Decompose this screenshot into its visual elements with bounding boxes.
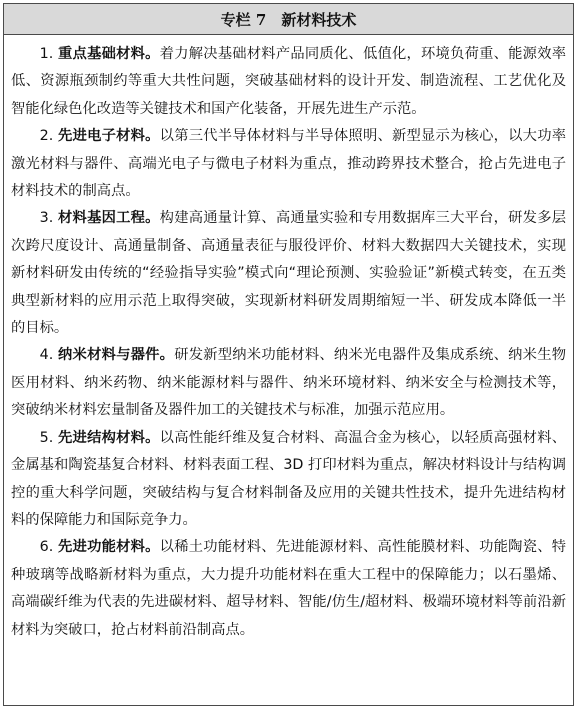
item-heading: 先进功能材料。: [58, 539, 160, 556]
item-1: [11, 41, 566, 123]
item-heading: 材料基因工程。: [58, 210, 160, 227]
item-3: [11, 205, 566, 342]
item-text: 研发新型纳米功能材料、纳米光电器件及集成系统、纳米生物医用材料、纳米药物、纳米能源材料与器件、纳米环境材料、纳米安全与检测技术等，突破纳米材料宏量制备及器件加工的关键技术与标准，加强示范应用。: [11, 347, 567, 419]
item-number: 1.: [39, 46, 54, 62]
column-box: [3, 3, 574, 706]
item-number: 6.: [39, 539, 54, 556]
item-text: 以稀土功能材料、先进能源材料、高性能膜材料、功能陶瓷、特种玻璃等战略新材料为重点，大力提升功能材料在重大工程中的保障能力；以石墨烯、高端碳纤维为代表的先进碳材料、超导材料、智能/仿生/超材料、极端环境材料等前沿新材料为突破口，抢占材料前沿制高点。: [11, 539, 567, 638]
column-body: [4, 35, 573, 644]
item-number: 2.: [39, 128, 54, 145]
item-4: [11, 342, 566, 424]
item-heading: 纳米材料与器件。: [58, 347, 175, 364]
item-heading: 重点基础材料。: [58, 46, 160, 62]
item-text: 着力解决基础材料产品同质化、低值化，环境负荷重、能源效率低、资源瓶颈制约等重大共性问题，突破基础材料的设计开发、制造流程、工艺优化及智能化绿色化改造等关键技术和国产化装备，开展先进生产示范。: [11, 46, 567, 117]
column-title: 专栏 7 新材料技术: [4, 4, 573, 35]
item-6: [11, 534, 566, 644]
item-number: 3.: [39, 210, 54, 227]
item-number: 5.: [39, 429, 54, 446]
item-number: 4.: [39, 347, 54, 364]
item-text: 以第三代半导体材料与半导体照明、新型显示为核心，以大功率激光材料与器件、高端光电子与微电子材料为重点，推动跨界技术整合，抢占先进电子材料技术的制高点。: [11, 128, 567, 200]
item-heading: 先进电子材料。: [58, 128, 160, 145]
item-text: 以高性能纤维及复合材料、高温合金为核心，以轻质高强材料、金属基和陶瓷基复合材料、材料表面工程、3D 打印材料为重点，解决材料设计与结构调控的重大科学问题，突破结构与复合材料制备及应用的关键共性技术，提升先进结构材料的保障能力和国际竞争力。: [11, 429, 567, 528]
item-5: [11, 425, 566, 535]
item-text: 构建高通量计算、高通量实验和专用数据库三大平台，研发多层次跨尺度设计、高通量制备、高通量表征与服役评价、材料大数据四大关键技术，实现新材料研发由传统的“经验指导实验”模式向“理论预测、实验验证”新模式转变，在五类典型新材料的应用示范上取得突破，实现新材料研发周期缩短一半、研发成本降低一半的目标。: [11, 210, 567, 337]
item-heading: 先进结构材料。: [58, 429, 160, 446]
item-2: [11, 123, 566, 205]
